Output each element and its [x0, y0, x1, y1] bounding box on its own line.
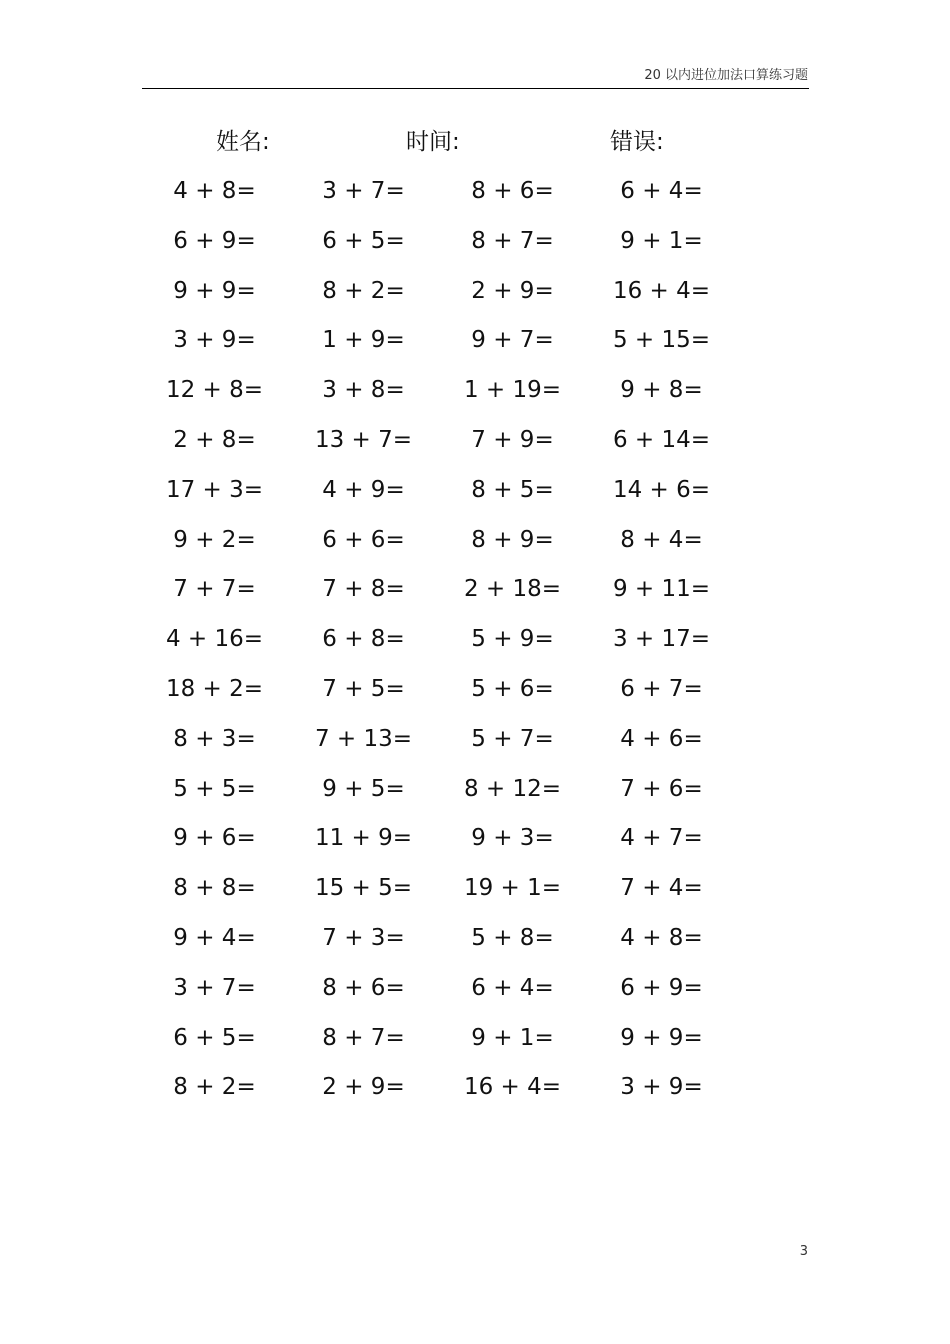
- addition-problem: 4 + 9=: [322, 476, 405, 503]
- addition-problem: 4 + 8=: [620, 924, 703, 951]
- addition-problem: 3 + 9=: [620, 1074, 703, 1101]
- addition-problem: 6 + 9=: [173, 227, 256, 254]
- problem-row: [140, 423, 736, 473]
- addition-problem: 8 + 8=: [173, 875, 256, 902]
- problem-row: [140, 473, 736, 523]
- problem-row: [140, 373, 736, 423]
- addition-problem: 7 + 6=: [620, 775, 703, 802]
- addition-problem: 6 + 7=: [620, 675, 703, 702]
- addition-problem: 8 + 9=: [471, 526, 554, 553]
- addition-problem: 1 + 19=: [463, 377, 562, 404]
- addition-problem: 8 + 7=: [322, 1024, 405, 1051]
- problem-row: [140, 572, 736, 622]
- problem-row: [140, 323, 736, 373]
- problem-row: [140, 1070, 736, 1120]
- addition-problem: 5 + 7=: [471, 725, 554, 752]
- addition-problem: 8 + 5=: [471, 476, 554, 503]
- addition-problem: 8 + 3=: [173, 725, 256, 752]
- error-count-label: 错误:: [610, 129, 664, 155]
- addition-problem: 6 + 9=: [620, 974, 703, 1001]
- problem-row: [140, 523, 736, 573]
- header-divider: [142, 88, 809, 89]
- problem-row: [140, 921, 736, 971]
- addition-problem: 3 + 7=: [173, 974, 256, 1001]
- addition-problem: 9 + 9=: [173, 277, 256, 304]
- addition-problem: 6 + 4=: [620, 178, 703, 204]
- addition-problem: 6 + 4=: [471, 974, 554, 1001]
- addition-problem: 14 + 6=: [612, 476, 711, 503]
- addition-problem: 8 + 6=: [322, 974, 405, 1001]
- problem-row: [140, 224, 736, 274]
- addition-problem: 9 + 8=: [620, 377, 703, 404]
- addition-problem: 7 + 5=: [322, 675, 405, 702]
- addition-problem: 11 + 9=: [314, 825, 413, 852]
- addition-problem: 9 + 1=: [471, 1024, 554, 1051]
- problem-row: [140, 871, 736, 921]
- addition-problem: 8 + 7=: [471, 227, 554, 254]
- addition-problem: 8 + 4=: [620, 526, 703, 553]
- problem-grid: [140, 174, 736, 1120]
- addition-problem: 15 + 5=: [314, 875, 413, 902]
- name-label: 姓名:: [216, 129, 270, 155]
- problem-row: [140, 622, 736, 672]
- problem-row: [140, 722, 736, 772]
- addition-problem: 12 + 8=: [165, 377, 264, 404]
- addition-problem: 16 + 4=: [463, 1074, 562, 1101]
- problem-row: [140, 1021, 736, 1071]
- addition-problem: 6 + 5=: [322, 227, 405, 254]
- addition-problem: 9 + 3=: [471, 825, 554, 852]
- addition-problem: 5 + 15=: [612, 327, 711, 354]
- addition-problem: 2 + 9=: [322, 1074, 405, 1101]
- addition-problem: 5 + 6=: [471, 675, 554, 702]
- addition-problem: 8 + 2=: [173, 1074, 256, 1101]
- addition-problem: 7 + 4=: [620, 875, 703, 902]
- problem-row: [140, 274, 736, 324]
- addition-problem: 3 + 9=: [173, 327, 256, 354]
- addition-problem: 8 + 6=: [471, 178, 554, 204]
- addition-problem: 7 + 7=: [173, 576, 256, 603]
- addition-problem: 9 + 2=: [173, 526, 256, 553]
- addition-problem: 3 + 17=: [612, 626, 711, 653]
- addition-problem: 5 + 5=: [173, 775, 256, 802]
- addition-problem: 4 + 7=: [620, 825, 703, 852]
- addition-problem: 19 + 1=: [463, 875, 562, 902]
- addition-problem: 6 + 8=: [322, 626, 405, 653]
- addition-problem: 7 + 8=: [322, 576, 405, 603]
- addition-problem: 4 + 6=: [620, 725, 703, 752]
- addition-problem: 9 + 7=: [471, 327, 554, 354]
- page-number: 3: [799, 1244, 808, 1259]
- addition-problem: 9 + 4=: [173, 924, 256, 951]
- addition-problem: 13 + 7=: [314, 426, 413, 453]
- addition-problem: 2 + 9=: [471, 277, 554, 304]
- addition-problem: 5 + 8=: [471, 924, 554, 951]
- addition-problem: 3 + 7=: [322, 178, 405, 204]
- page-header-title: 20 以内进位加法口算练习题: [644, 68, 808, 83]
- addition-problem: 4 + 8=: [173, 178, 256, 204]
- problem-row: [140, 174, 736, 224]
- addition-problem: 9 + 5=: [322, 775, 405, 802]
- addition-problem: 8 + 2=: [322, 277, 405, 304]
- addition-problem: 8 + 12=: [463, 775, 562, 802]
- addition-problem: 4 + 16=: [165, 626, 264, 653]
- problem-row: [140, 971, 736, 1021]
- addition-problem: 6 + 5=: [173, 1024, 256, 1051]
- addition-problem: 2 + 8=: [173, 426, 256, 453]
- time-label: 时间:: [406, 129, 460, 155]
- addition-problem: 1 + 9=: [322, 327, 405, 354]
- addition-problem: 9 + 9=: [620, 1024, 703, 1051]
- addition-problem: 2 + 18=: [463, 576, 562, 603]
- addition-problem: 9 + 6=: [173, 825, 256, 852]
- addition-problem: 3 + 8=: [322, 377, 405, 404]
- addition-problem: 9 + 11=: [612, 576, 711, 603]
- addition-problem: 9 + 1=: [620, 227, 703, 254]
- problem-row: [140, 821, 736, 871]
- addition-problem: 7 + 9=: [471, 426, 554, 453]
- addition-problem: 18 + 2=: [165, 675, 264, 702]
- problem-row: [140, 672, 736, 722]
- problem-row: [140, 772, 736, 822]
- addition-problem: 7 + 3=: [322, 924, 405, 951]
- addition-problem: 6 + 14=: [612, 426, 711, 453]
- addition-problem: 17 + 3=: [165, 476, 264, 503]
- addition-problem: 6 + 6=: [322, 526, 405, 553]
- addition-problem: 5 + 9=: [471, 626, 554, 653]
- addition-problem: 16 + 4=: [612, 277, 711, 304]
- addition-problem: 7 + 13=: [314, 725, 413, 752]
